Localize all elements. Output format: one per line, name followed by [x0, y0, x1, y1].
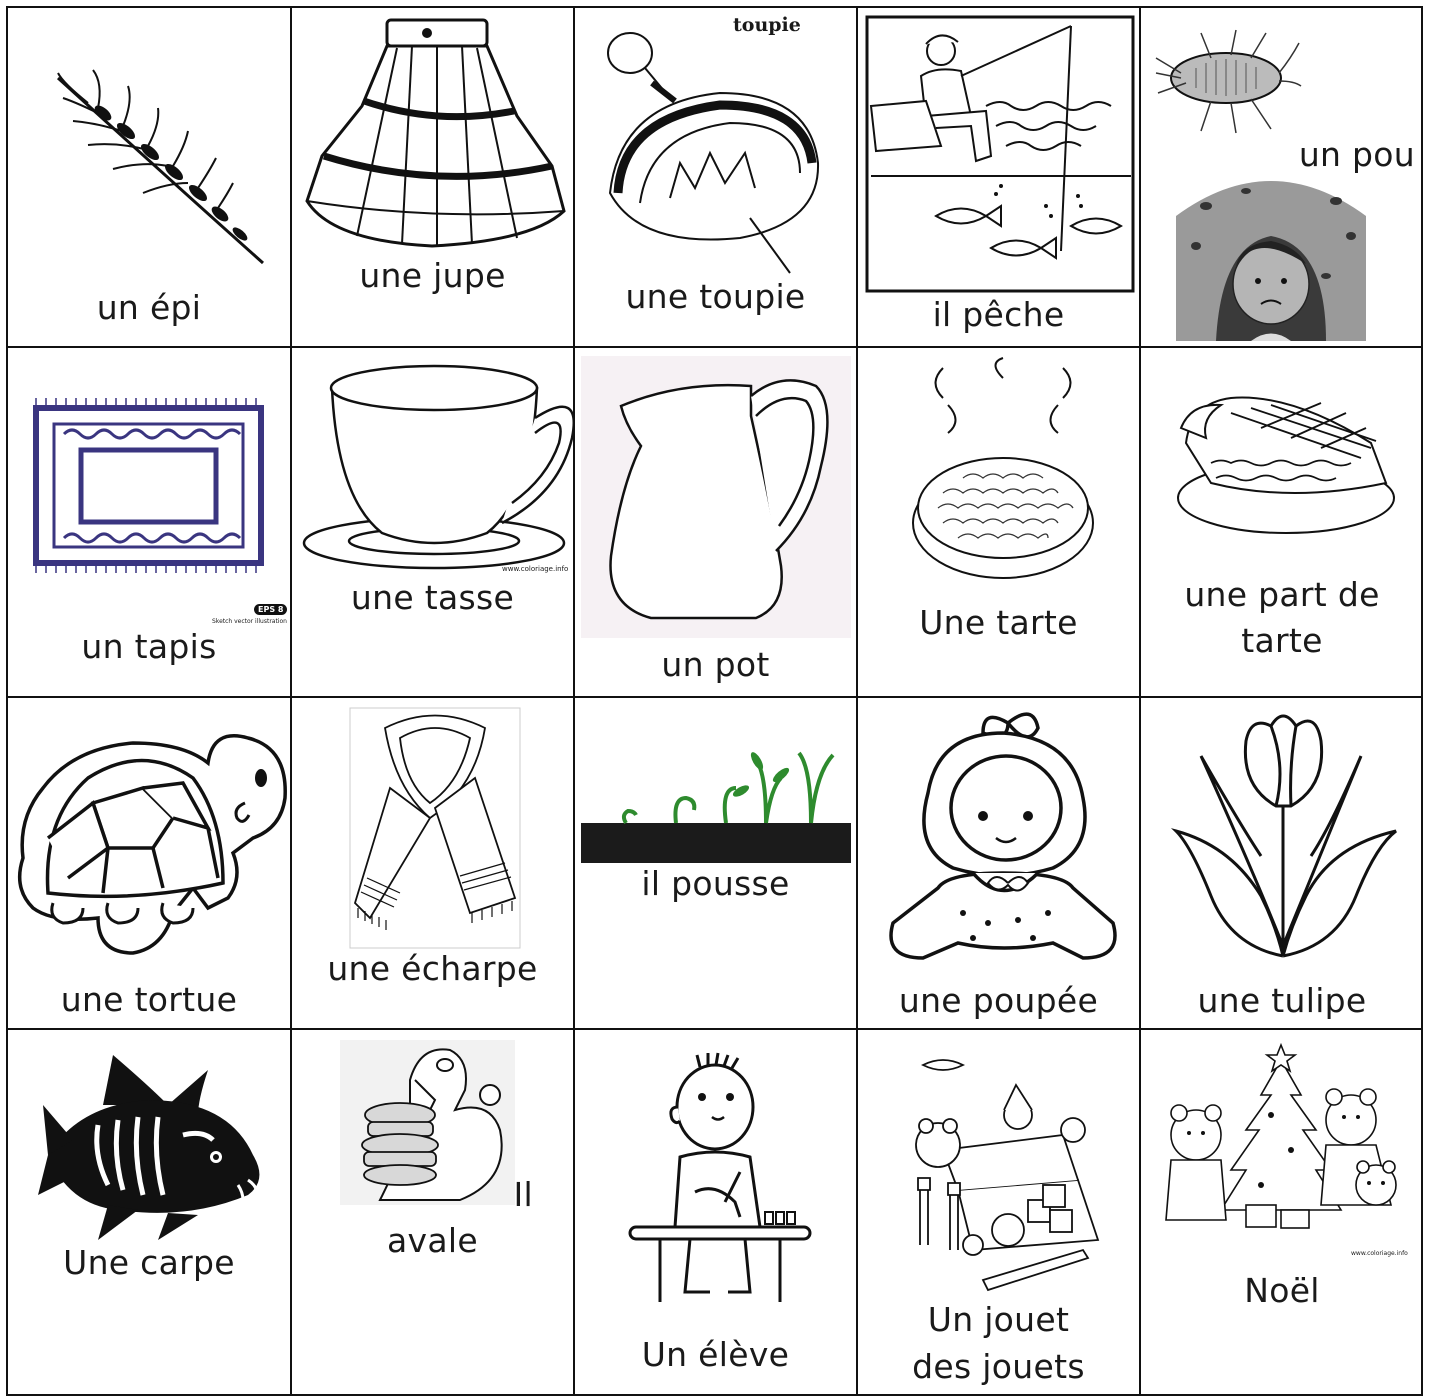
- card-label: une tasse: [350, 578, 515, 617]
- card-label: un tapis: [81, 627, 217, 666]
- card-avale: [292, 1030, 573, 1396]
- card-label-line-2: tarte: [1241, 621, 1323, 660]
- card-label: une tortue: [60, 980, 238, 1019]
- card-noel: [1141, 1030, 1423, 1396]
- card-pou: [1141, 8, 1423, 346]
- christmas-tree-icon: [1151, 1045, 1413, 1235]
- image-credit: www.coloriage.info: [1351, 1250, 1408, 1257]
- card-label-line-2: des jouets: [912, 1347, 1085, 1386]
- card-label: une poupée: [898, 981, 1099, 1020]
- cup-icon: [297, 358, 572, 583]
- card-peche: [858, 8, 1139, 346]
- rug-icon: [26, 398, 271, 573]
- card-label: Une carpe: [63, 1243, 235, 1282]
- card-label: une écharpe: [327, 949, 538, 988]
- pupil-icon: [620, 1052, 815, 1307]
- card-tapis: [8, 348, 290, 696]
- card-carpe: [8, 1030, 290, 1396]
- card-label: Un élève: [641, 1335, 790, 1374]
- eps-badge: EPS 8: [254, 604, 287, 615]
- card-label: il pêche: [932, 295, 1065, 334]
- doll-icon: [878, 708, 1123, 973]
- card-pot: [575, 348, 856, 696]
- card-label-line-1: une part de: [1184, 575, 1380, 614]
- fisherman-icon: [866, 16, 1136, 294]
- pie-icon: [903, 358, 1103, 593]
- card-label: une jupe: [359, 256, 506, 295]
- card-label: une toupie: [625, 277, 806, 316]
- skirt-icon: [302, 16, 567, 251]
- card-label: une tulipe: [1197, 981, 1367, 1020]
- card-label: Noël: [1244, 1271, 1320, 1310]
- carp-icon: [38, 1045, 268, 1245]
- card-tortue: [8, 698, 290, 1028]
- jug-icon: [581, 356, 851, 638]
- sprout-icon: [581, 723, 851, 863]
- card-tulipe: [1141, 698, 1423, 1028]
- card-toupie: [575, 8, 856, 346]
- card-label: un pou: [1298, 135, 1415, 174]
- wheat-ear-icon: [48, 68, 268, 268]
- card-jouet: [858, 1030, 1139, 1396]
- image-caption: toupie: [733, 14, 801, 36]
- tulip-icon: [1171, 706, 1396, 961]
- card-label: Une tarte: [919, 603, 1078, 642]
- card-pousse: [575, 698, 856, 1028]
- card-label-line-2: avale: [387, 1221, 478, 1260]
- card-poupee: [858, 698, 1139, 1028]
- card-label: un épi: [96, 288, 202, 327]
- toys-icon: [898, 1040, 1113, 1295]
- pie-slice-icon: [1171, 383, 1396, 538]
- card-eleve: [575, 1030, 856, 1396]
- image-credit: www.coloriage.info: [502, 565, 569, 573]
- scarf-icon: [350, 708, 520, 948]
- card-epi: [8, 8, 290, 346]
- sad-child-icon: [1176, 176, 1366, 341]
- turtle-icon: [13, 708, 288, 968]
- card-label: un pot: [661, 645, 770, 684]
- card-label-line-1: Il: [513, 1175, 533, 1214]
- card-tarte: [858, 348, 1139, 696]
- card-label-line-1: Un jouet: [927, 1300, 1070, 1339]
- card-echarpe: [292, 698, 573, 1028]
- hippo-eating-icon: [340, 1040, 515, 1205]
- card-tasse: [292, 348, 573, 696]
- image-note: Sketch vector illustration: [212, 618, 287, 625]
- louse-icon: [1151, 23, 1301, 143]
- card-label: il pousse: [641, 864, 790, 903]
- card-part-de-tarte: [1141, 348, 1423, 696]
- card-jupe: [292, 8, 573, 346]
- spinning-top-icon: [600, 23, 830, 258]
- vocabulary-card-grid: [6, 6, 1423, 1396]
